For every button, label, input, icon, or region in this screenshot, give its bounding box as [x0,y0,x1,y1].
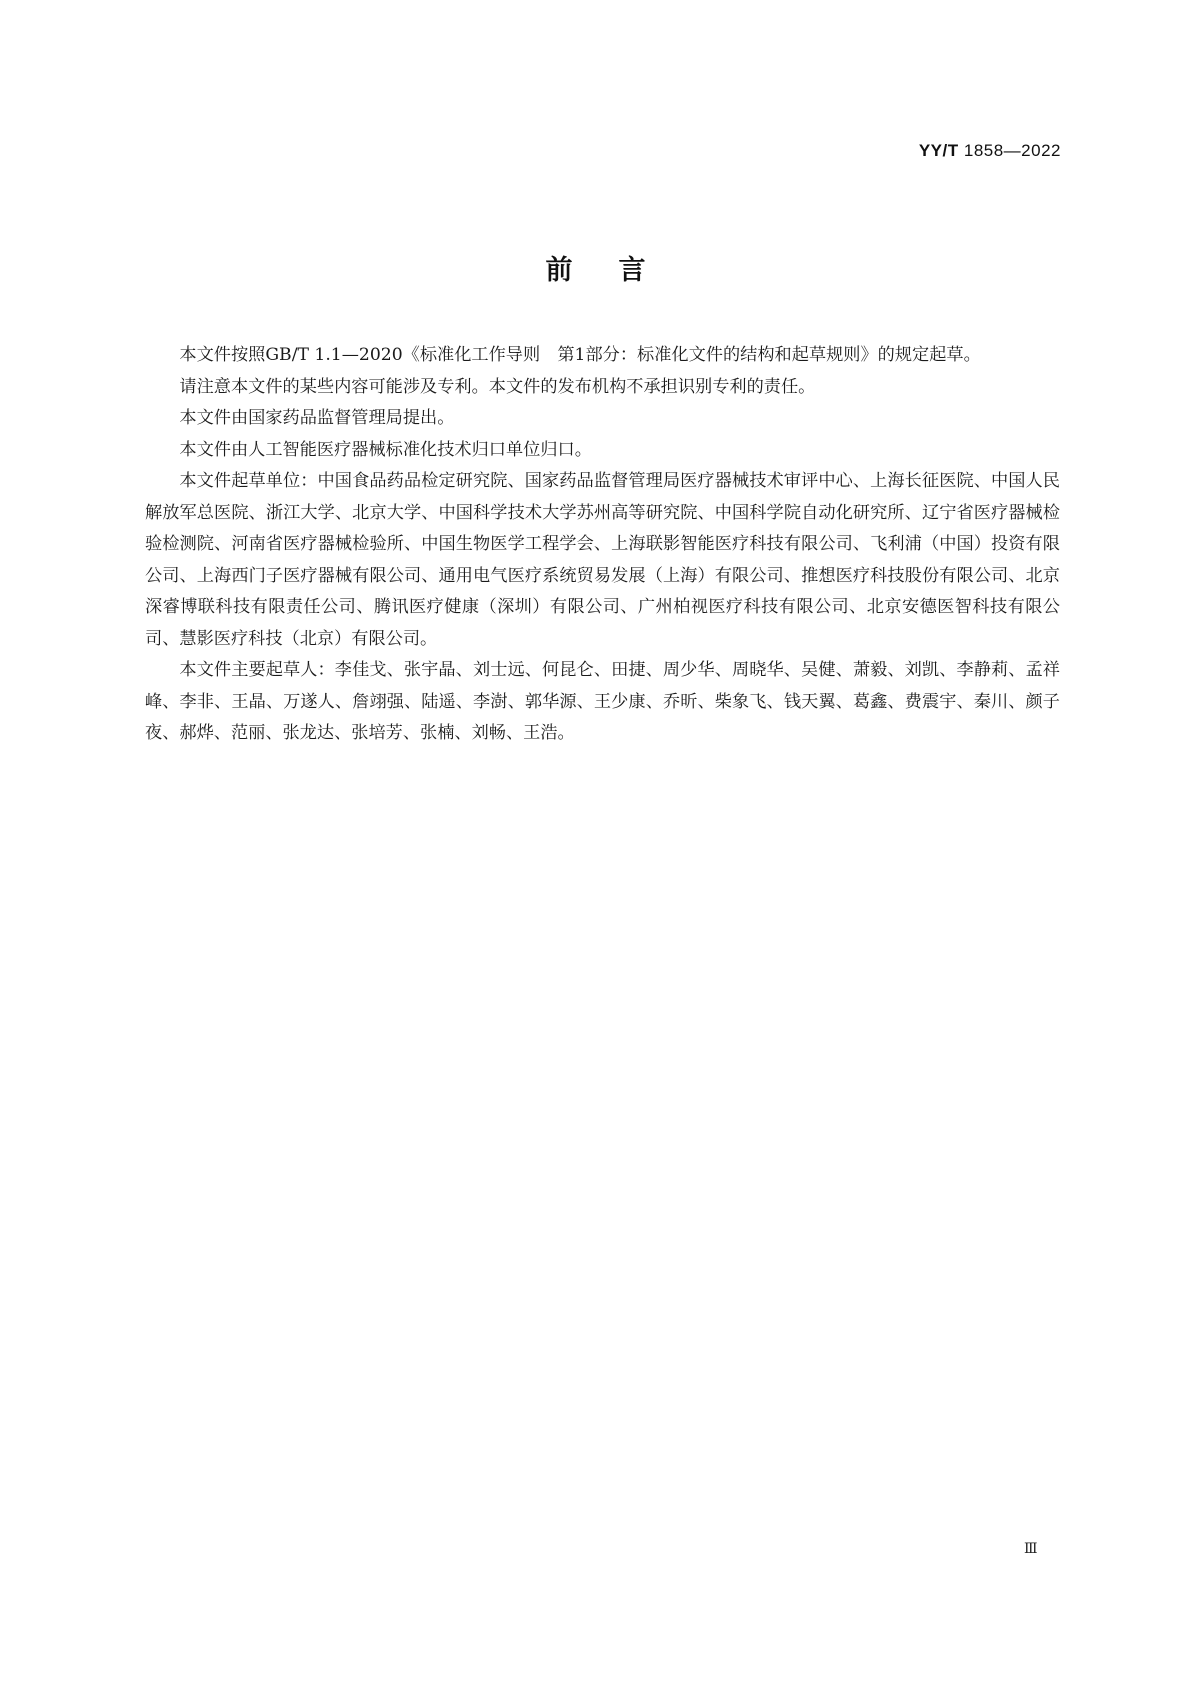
page-title: 前言 [545,255,692,286]
standard-code: YY/T [918,141,959,160]
paragraph-main-drafters: 本文件主要起草人：李佳戈、张宇晶、刘士远、何昆仑、田捷、周少华、周晓华、吴健、萧毅、刘凯、李静莉、孟祥峰、李非、王晶、万遂人、詹翊强、陆遥、李澍、郭华源、王少康、乔昕、柴象飞、钱天翼、葛鑫、费震宇、秦川、颜子夜、郝烨、范丽、张龙达、张培芳、张楠、刘畅、王浩。 [145,660,1060,743]
paragraph-drafting-rules: 本文件按照GB/T 1.1—2020《标准化工作导则 第1部分：标准化文件的结构和起草规则》的规定起草。 [179,345,981,365]
page-number: Ⅲ [1024,1541,1038,1557]
foreword-body [145,340,1060,750]
standard-year-number: 1858—2022 [963,141,1061,160]
paragraph-patent-notice: 请注意本文件的某些内容可能涉及专利。本文件的发布机构不承担识别专利的责任。 [179,376,816,397]
paragraph-centralized-unit: 本文件由人工智能医疗器械标准化技术归口单位归口。 [179,439,592,460]
standard-number [919,141,1061,161]
paragraph-drafting-organizations: 本文件起草单位：中国食品药品检定研究院、国家药品监督管理局医疗器械技术审评中心、上海长征医院、中国人民解放军总医院、浙江大学、北京大学、中国科学技术大学苏州高等研究院、中国科学院自动化研究所、辽宁省医疗器械检验检测院、河南省医疗器械检验所、中国生物医学工程学会、上海联影智能医疗科技有限公司、飞利浦（中国）投资有限公司、上海西门子医疗器械有限公司、通用电气医疗系统贸易发展（上海）有限公司、推想医疗科技股份有限公司、北京深睿博联科技有限责任公司、腾讯医疗健康（深圳）有限公司、广州柏视医疗科技有限公司、北京安德医智科技有限公司、慧影医疗科技（北京）有限公司。 [145,471,1060,649]
paragraph-proposer: 本文件由国家药品监督管理局提出。 [179,408,455,428]
